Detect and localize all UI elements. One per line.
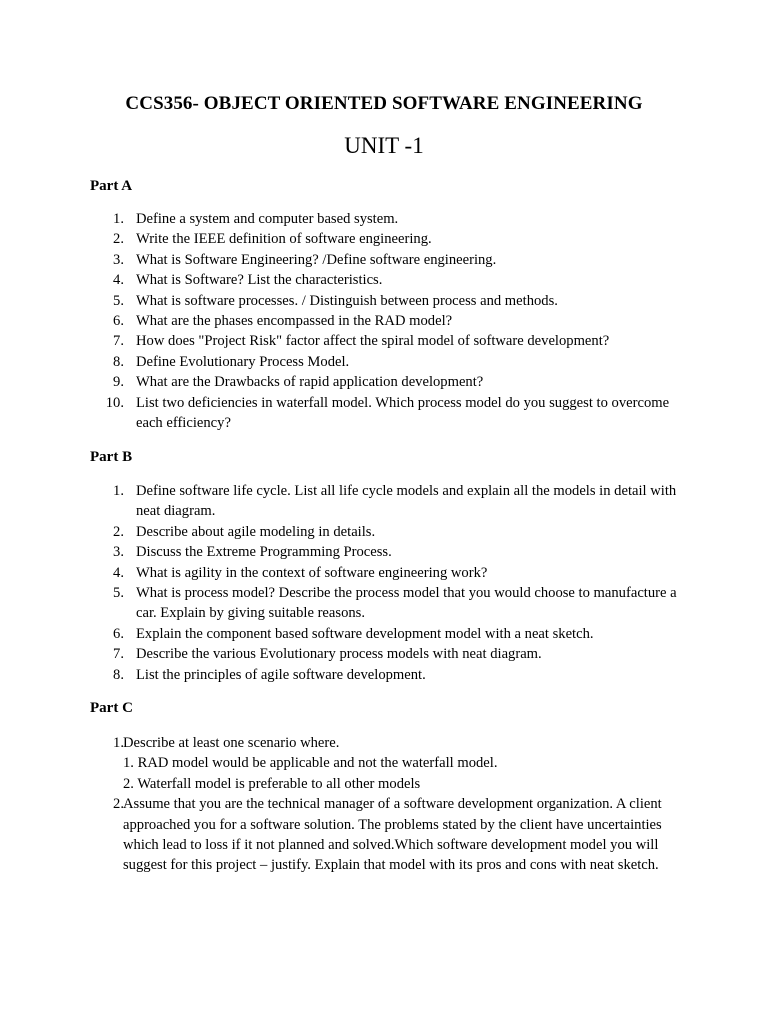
item-number: 6. bbox=[113, 625, 124, 642]
list-item bbox=[90, 393, 680, 434]
part-a-question-list bbox=[90, 209, 680, 433]
question-text: What is Software? List the characteristics. bbox=[136, 272, 383, 289]
item-number: 10. bbox=[105, 394, 124, 411]
item-number: 7. bbox=[113, 333, 124, 350]
list-item bbox=[90, 229, 680, 249]
item-number: 1. bbox=[113, 211, 124, 227]
question-subpoint: 2. Waterfall model is preferable to all other models bbox=[123, 775, 421, 792]
list-item bbox=[90, 644, 680, 664]
item-number: 2. bbox=[113, 523, 124, 540]
question-intro: Describe at least one scenario where. bbox=[123, 735, 340, 751]
unit-title: UNIT -1 bbox=[344, 133, 424, 158]
part-c-heading: Part C bbox=[90, 700, 133, 716]
item-number: 7. bbox=[113, 646, 124, 663]
list-item bbox=[90, 794, 680, 876]
question-text: Write the IEEE definition of software engineering. bbox=[136, 231, 432, 248]
item-number: 2. bbox=[113, 796, 124, 813]
item-number: 8. bbox=[113, 666, 124, 683]
question-text: What is software processes. / Distinguish between process and methods. bbox=[136, 292, 558, 309]
question-text: What is Software Engineering? /Define software engineering. bbox=[136, 251, 497, 268]
list-item bbox=[90, 665, 680, 685]
item-number: 1. bbox=[113, 735, 124, 751]
list-item bbox=[90, 624, 680, 644]
list-item bbox=[90, 542, 680, 562]
item-number: 4. bbox=[113, 564, 124, 581]
list-item bbox=[90, 583, 680, 624]
question-text: What is process model? Describe the process model that you would choose to manufacture a car. Explain by giving suitable reasons. bbox=[136, 585, 677, 622]
question-text: List two deficiencies in waterfall model. Which process model do you suggest to overcome each efficiency? bbox=[136, 394, 670, 432]
question-text: How does "Project Risk" factor affect the spiral model of software development? bbox=[136, 333, 610, 350]
question-text: Explain the component based software development model with a neat sketch. bbox=[136, 625, 594, 642]
list-item bbox=[90, 522, 680, 542]
item-number: 6. bbox=[113, 313, 124, 330]
course-title: CCS356- OBJECT ORIENTED SOFTWARE ENGINEERING bbox=[125, 93, 643, 114]
item-number: 9. bbox=[113, 374, 124, 391]
question-text bbox=[123, 733, 680, 794]
question-text: What are the Drawbacks of rapid application development? bbox=[136, 374, 484, 391]
question-text: Describe the various Evolutionary process models with neat diagram. bbox=[136, 646, 542, 663]
question-text: Define software life cycle. List all life cycle models and explain all the models in detail with neat diagram. bbox=[136, 483, 677, 520]
list-item bbox=[90, 372, 680, 392]
part-c-question-list bbox=[90, 733, 680, 876]
list-item bbox=[90, 291, 680, 311]
list-item bbox=[90, 733, 680, 794]
part-a-heading: Part A bbox=[90, 178, 133, 194]
item-number: 3. bbox=[113, 251, 124, 268]
question-text: Assume that you are the technical manager of a software development organization. A client approached you for a software solution. The problems stated by the client have uncertainties which lead to loss if it not planned and solved.Which software development model you will suggest for this project – justify. Explain that model with its pros and cons with neat sketch. bbox=[123, 796, 662, 874]
list-item bbox=[90, 481, 680, 522]
question-text: Define Evolutionary Process Model. bbox=[136, 353, 350, 370]
list-item bbox=[90, 250, 680, 270]
item-number: 5. bbox=[113, 292, 124, 309]
item-number: 4. bbox=[113, 272, 124, 289]
item-number: 2. bbox=[113, 231, 124, 248]
list-item bbox=[90, 331, 680, 351]
part-b-question-list bbox=[90, 481, 680, 685]
question-subpoint: 1. RAD model would be applicable and not the waterfall model. bbox=[123, 755, 498, 772]
list-item bbox=[90, 311, 680, 331]
item-number: 5. bbox=[113, 585, 124, 602]
question-text: Define a system and computer based system. bbox=[136, 211, 399, 227]
question-text: What are the phases encompassed in the RAD model? bbox=[136, 313, 453, 330]
item-number: 3. bbox=[113, 544, 124, 561]
question-text: Discuss the Extreme Programming Process. bbox=[136, 544, 392, 561]
list-item bbox=[90, 209, 680, 229]
list-item bbox=[90, 352, 680, 372]
list-item bbox=[90, 563, 680, 583]
question-text: Describe about agile modeling in details. bbox=[136, 523, 376, 540]
item-number: 1. bbox=[113, 483, 124, 499]
list-item bbox=[90, 270, 680, 290]
item-number: 8. bbox=[113, 353, 124, 370]
part-b-heading: Part B bbox=[90, 449, 133, 465]
question-text: List the principles of agile software development. bbox=[136, 666, 426, 683]
question-text: What is agility in the context of software engineering work? bbox=[136, 564, 488, 581]
